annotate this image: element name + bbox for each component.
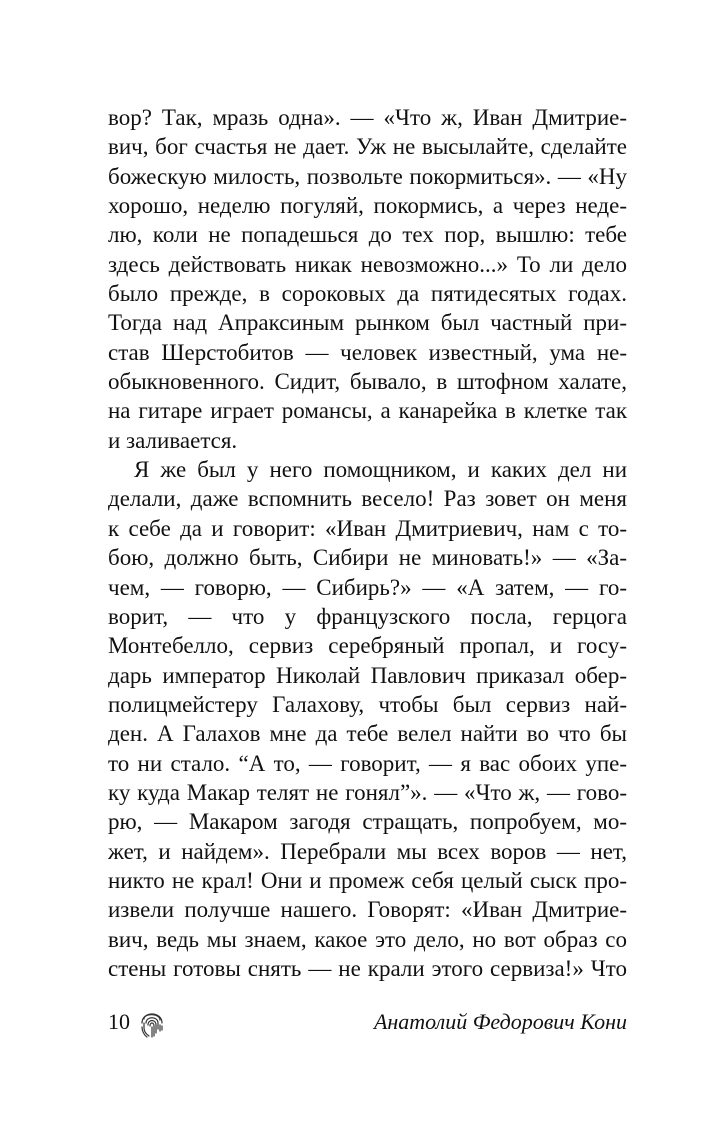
text-line: полицмейстеру Галахову, чтобы был сервиз най- — [108, 691, 627, 717]
text-line: было прежде, в сороковых да пятидесятых годах. — [108, 281, 627, 307]
text-line: Тогда над Апраксиным рынком был частный при- — [108, 310, 627, 336]
text-line: хорошо, неделю погуляй, покормись, а через неде- — [108, 193, 627, 219]
text-line: ден. А Галахов мне да тебе велел найти во что бы — [108, 721, 627, 747]
text-line: чем, — говорю, — Сибирь?» — «А затем, — го- — [108, 574, 627, 600]
text-line: Я же был у него помощником, и каких дел ни — [134, 457, 627, 483]
text-line: божескую милость, позвольте покормиться». — «Ну — [108, 163, 627, 189]
fingerprint-icon — [140, 1009, 164, 1039]
body-text — [108, 103, 627, 983]
page-number: 10 — [108, 1009, 130, 1034]
text-line: и заливается. — [108, 427, 238, 453]
text-line: бою, должно быть, Сибири не миновать!» — «За- — [108, 545, 627, 571]
text-line: стены готовы снять — не крали этого сервиза!» Что — [108, 955, 627, 981]
text-line: став Шерстобитов — человек известный, ума не- — [108, 339, 627, 365]
page-footer — [108, 1005, 627, 1039]
text-line: извели получше нашего. Говорят: «Иван Дмитрие- — [108, 897, 627, 923]
text-line: делали, даже вспомнить весело! Раз зовет он меня — [108, 486, 627, 512]
text-line: обыкновенного. Сидит, бывало, в штофном халате, — [108, 369, 627, 395]
text-line: рю, — Макаром загодя стращать, попробуем, мо- — [108, 809, 627, 835]
paragraph-2 — [108, 455, 627, 983]
text-line: лю, коли не попадешься до тех пор, вышлю: тебе — [108, 222, 627, 248]
text-line: то ни стало. “А то, — говорит, — я вас обоих упе- — [108, 750, 627, 776]
text-line: вич, ведь мы знаем, какое это дело, но вот образ со — [108, 926, 627, 952]
text-line: Монтебелло, сервиз серебряный пропал, и госу- — [108, 633, 627, 659]
text-line: на гитаре играет романсы, а канарейка в клетке так — [108, 398, 627, 424]
text-line: дарь император Николай Павлович приказал обер- — [108, 662, 627, 688]
text-line: ворит, — что у французского посла, герцога — [108, 603, 627, 629]
text-line: к себе да и говорит: «Иван Дмитриевич, нам с то- — [108, 515, 627, 541]
paragraph-1 — [108, 103, 627, 455]
text-line: вор? Так, мразь одна». — «Что ж, Иван Дмитрие- — [108, 105, 627, 130]
author-name: Анатолий Федорович Кони — [373, 1009, 627, 1034]
text-line: здесь действовать никак невозможно...» То ли дело — [108, 251, 627, 277]
text-line: жет, и найдем». Перебрали мы всех воров — нет, — [108, 838, 627, 864]
text-line: никто не крал! Они и промеж себя целый сыск про- — [108, 867, 627, 893]
text-line: ку куда Макар телят не гонял”». — «Что ж, — гово- — [108, 779, 627, 805]
text-line: вич, бог счастья не дает. Уж не высылайте, сделайте — [108, 134, 627, 160]
